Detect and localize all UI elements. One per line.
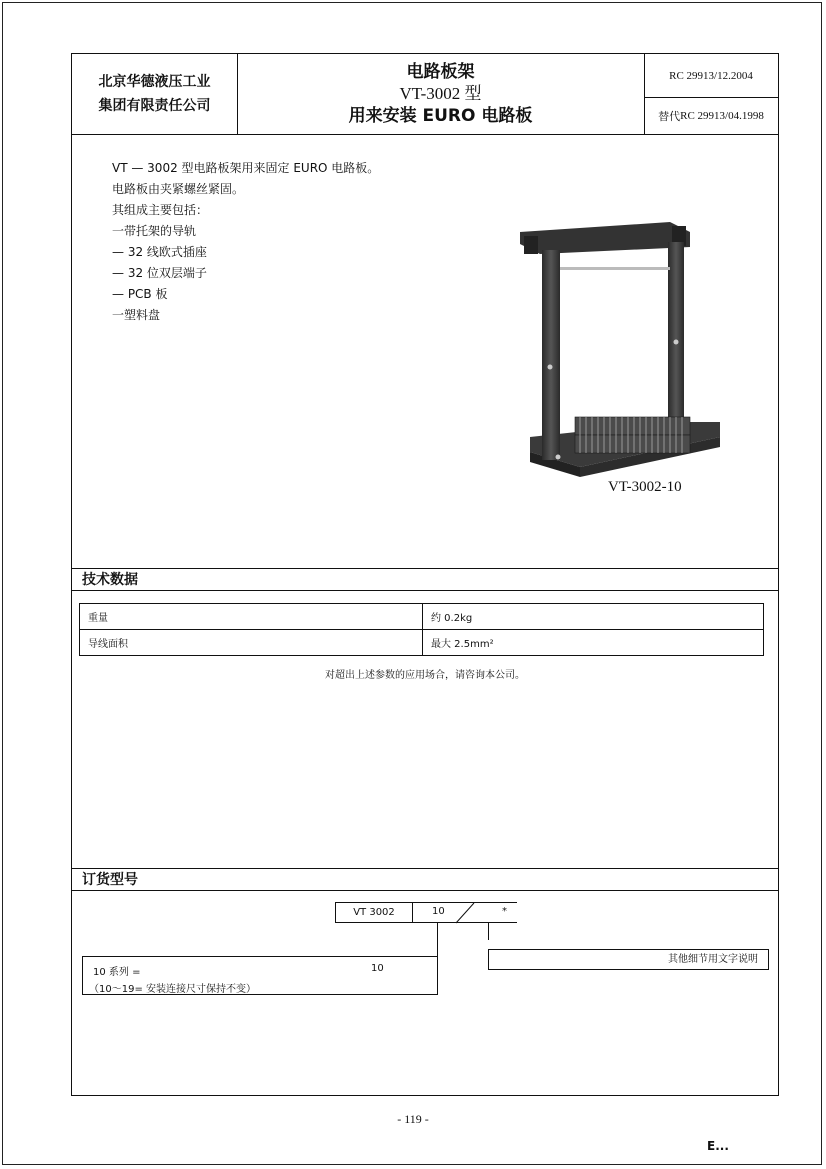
photo-caption: VT-3002-10: [608, 479, 682, 495]
order-code-heading: 订货型号: [72, 868, 778, 891]
document-reference: [644, 54, 778, 134]
intro-text: [112, 158, 379, 326]
footer-mark: E...: [707, 1139, 729, 1153]
title-line-2: VT-3002 型: [399, 84, 482, 103]
intro-line: — 32 线欧式插座: [112, 245, 207, 259]
datasheet-frame: [71, 53, 779, 1096]
title-line-1: 电路板架: [406, 62, 475, 82]
connector-line: [437, 923, 438, 956]
ref-replace-prefix: 替代: [658, 110, 681, 123]
intro-line: VT — 3002 型电路板架用来固定 EURO 电路板。: [112, 161, 380, 175]
title-line-3: 用来安装 EURO 电路板: [348, 106, 533, 126]
page-number: - 119 -: [397, 1112, 429, 1126]
intro-line: 电路板由夹紧螺丝紧固。: [112, 182, 245, 196]
tech-data-table: [79, 603, 764, 656]
intro-line: 一塑料盘: [112, 308, 161, 322]
spec-value: 最大 2.5mm²: [423, 630, 764, 656]
product-photo: [520, 222, 720, 482]
ref-current: RC 29913/12.2004: [644, 54, 778, 98]
series-label: 10 系列 =: [93, 967, 141, 978]
spec-label: 导线面积: [80, 630, 423, 656]
tech-data-heading: 技术数据: [72, 568, 778, 591]
intro-line: 其组成主要包括：: [112, 203, 209, 217]
header: [72, 54, 778, 135]
order-code-separator: [452, 902, 482, 924]
company-line-2: 集团有限责任公司: [98, 98, 211, 114]
company-line-1: 北京华德液压工业: [98, 74, 211, 90]
detail-box: 其他细节用文字说明: [488, 949, 769, 970]
intro-line: — 32 位双层端子: [112, 266, 207, 280]
ref-replace-code: RC 29913/04.1998: [680, 110, 764, 122]
connector-line: [488, 923, 489, 940]
spec-label: 重量: [80, 604, 423, 630]
table-row: [80, 604, 764, 630]
intro-line: 一带托架的导轨: [112, 224, 197, 238]
series-note: （10～19= 安装连接尺寸保持不变）: [89, 984, 257, 995]
series-box: [82, 956, 438, 995]
order-code-model: VT 3002: [335, 902, 413, 923]
document-title: [237, 54, 645, 134]
series-value: 10: [371, 963, 384, 974]
intro-line: — PCB 板: [112, 287, 168, 301]
company-name: [72, 54, 238, 134]
tech-data-note: 对超出上述参数的应用场合，请咨询本公司。: [325, 670, 525, 681]
ref-replaces: [644, 98, 778, 134]
table-row: [80, 630, 764, 656]
order-code-detail: *: [502, 906, 507, 917]
order-code-series: 10: [432, 906, 445, 917]
spec-value: 约 0.2kg: [423, 604, 764, 630]
